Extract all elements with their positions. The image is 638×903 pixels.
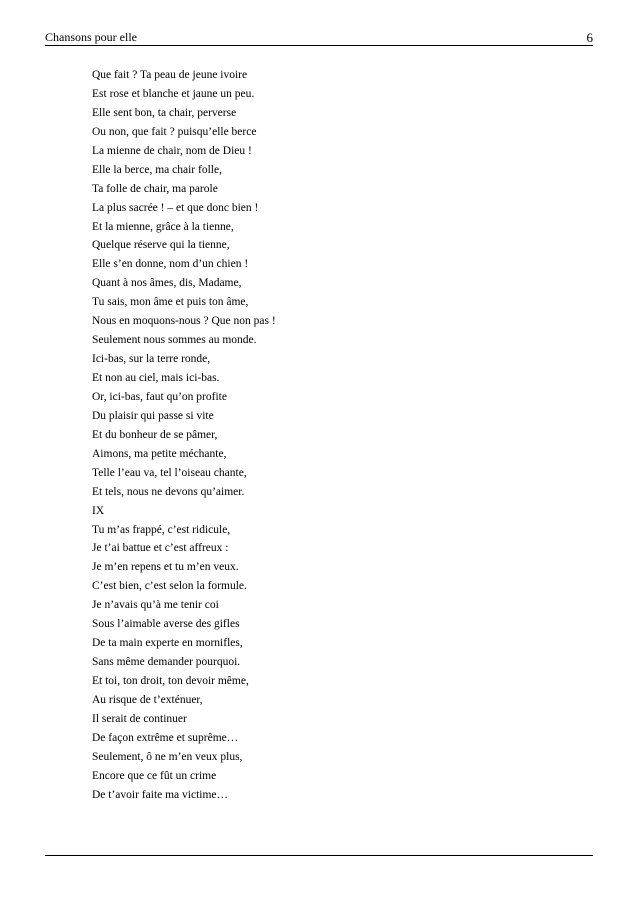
poem-line: Nous en moquons-nous ? Que non pas ! bbox=[92, 315, 276, 328]
poem-line: Je t’ai battue et c’est affreux : bbox=[92, 542, 229, 555]
poem-line: Je n’avais qu’à me tenir coi bbox=[92, 599, 219, 612]
poem-line: Et du bonheur de se pâmer, bbox=[92, 428, 218, 441]
poem-line: Seulement, ô ne m’en veux plus, bbox=[92, 750, 243, 763]
poem-line: Ta folle de chair, ma parole bbox=[92, 182, 218, 195]
poem-line: Je m’en repens et tu m’en veux. bbox=[92, 561, 239, 574]
poem-line: Tu sais, mon âme et puis ton âme, bbox=[92, 296, 249, 309]
poem-line: Et non au ciel, mais ici-bas. bbox=[92, 372, 220, 384]
poem-line: Que fait ? Ta peau de jeune ivoire bbox=[92, 69, 248, 81]
poem-line: Elle sent bon, ta chair, perverse bbox=[92, 106, 237, 119]
poem-line: Seulement nous sommes au monde. bbox=[92, 334, 257, 347]
poem-line: Sans même demander pourquoi. bbox=[92, 656, 241, 669]
poem-line: Elle s’en donne, nom d’un chien ! bbox=[92, 258, 249, 271]
poem-line: La mienne de chair, nom de Dieu ! bbox=[92, 144, 252, 157]
poem-line: Et la mienne, grâce à la tienne, bbox=[92, 220, 234, 233]
poem-line: Quelque réserve qui la tienne, bbox=[92, 239, 230, 252]
poem-line: Encore que ce fût un crime bbox=[92, 769, 217, 782]
poem-line: De t’avoir faite ma victime… bbox=[92, 788, 229, 801]
poem-line: Au risque de t’exténuer, bbox=[92, 693, 203, 706]
poem-line: Tu m’as frappé, c’est ridicule, bbox=[92, 523, 231, 536]
poem-line: De ta main experte en mornifles, bbox=[92, 637, 243, 650]
poem-line: Elle la berce, ma chair folle, bbox=[92, 163, 222, 176]
poem-line: C’est bien, c’est selon la formule. bbox=[92, 580, 247, 593]
poem-text bbox=[92, 66, 276, 805]
poem-line: Sous l’aimable averse des gifles bbox=[92, 618, 240, 631]
poem-line: Est rose et blanche et jaune un peu. bbox=[92, 87, 255, 100]
poem-line: Ici-bas, sur la terre ronde, bbox=[92, 353, 211, 366]
poem-line: Ou non, que fait ? puisqu’elle berce bbox=[92, 125, 257, 138]
poem-line: Aimons, ma petite méchante, bbox=[92, 447, 227, 460]
poem-line: De façon extrême et suprême… bbox=[92, 731, 239, 744]
page-number: 6 bbox=[586, 30, 593, 45]
running-title: Chansons pour elle bbox=[45, 30, 137, 44]
page-header bbox=[45, 30, 593, 46]
poem-line: Et toi, ton droit, ton devoir même, bbox=[92, 675, 249, 687]
poem-line: Et tels, nous ne devons qu’aimer. bbox=[92, 485, 245, 498]
poem-line: IX bbox=[92, 504, 105, 517]
poem-line: Or, ici-bas, faut qu’on profite bbox=[92, 390, 227, 403]
footer-divider bbox=[45, 855, 593, 856]
header-divider bbox=[45, 45, 593, 46]
poem-line: Telle l’eau va, tel l’oiseau chante, bbox=[92, 466, 247, 479]
poem-line: La plus sacrée ! – et que donc bien ! bbox=[92, 201, 259, 214]
poem-line: Il serait de continuer bbox=[92, 712, 187, 725]
poem-line: Quant à nos âmes, dis, Madame, bbox=[92, 277, 242, 290]
poem-line: Du plaisir qui passe si vite bbox=[92, 409, 214, 422]
